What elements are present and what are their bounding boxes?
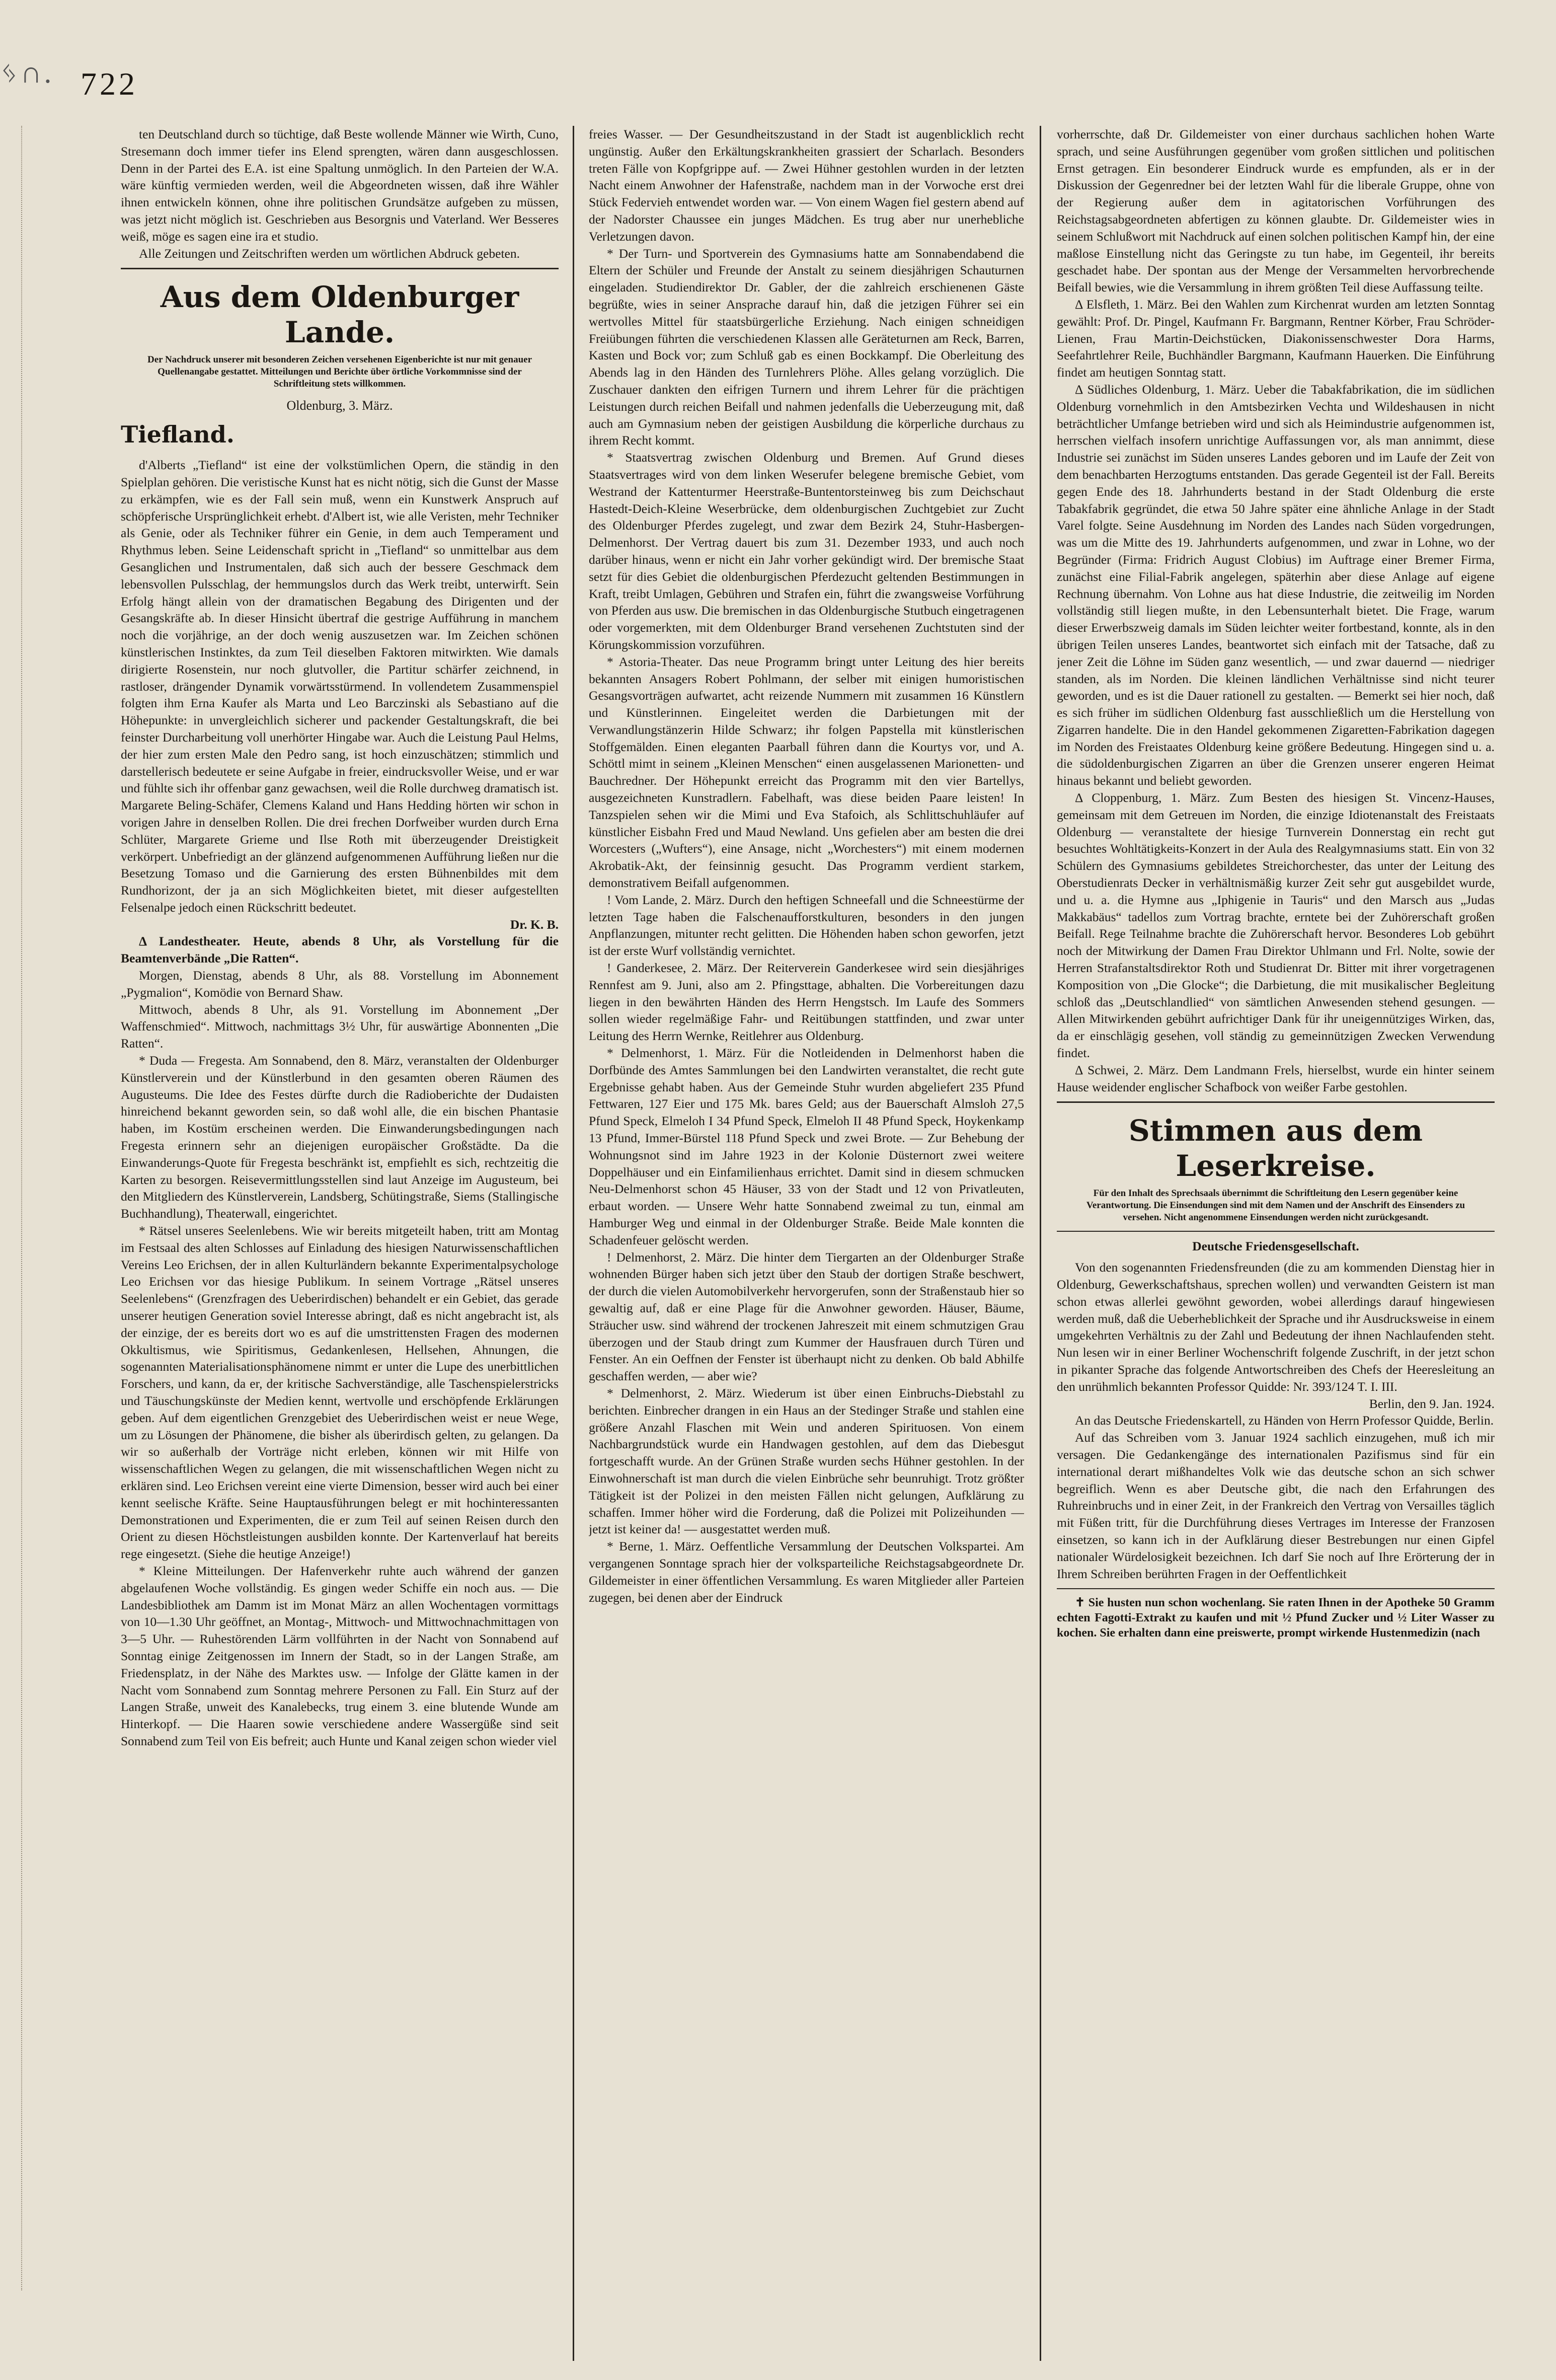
column-rule-2 [1040, 126, 1041, 2361]
section-subtitle-leserkreise: Für den Inhalt des Sprechsaals übernimmt die Schriftleitung den Lesern gegenüber keine Verantwortung. Die Einsendungen sind mit dem Namen und der Anschrift des Einsenders zu versehen. Nicht angenommene Einsendungen werden nicht zurückgesandt. [1086, 1188, 1465, 1223]
dateline: Oldenburg, 3. März. [286, 398, 393, 413]
raetsel-notice: * Rätsel unseres Seelenlebens. Wie wir bereits mitgeteilt haben, tritt am Montag im Festsaal des alten Schlosses auf Einladung des hiesigen Naturwissenschaftlichen Vereins Leo Erichsen, der in allen Kulturländern bekannte Experimentalpsychologe Leo Erichsen vor das hiesige Publikum. In seinem Vortrage „Rätsel unseres Seelenlebens“ (Grenzfragen des Ueberirdischen) behandelt er ein Gebiet, das gerade unserer heutigen Generation soviel Interesse abringt, daß es nicht angebracht ist, als der einzige, der es bereits dort wo es auf die umstrittensten Fragen des modernen Okkultismus, wie Spiritismus, Gedankenlesen, Hellsehen, Ahnungen, die sogenannten Materialisationsphänomene nimmt er unter die Lupe des unerbittlichen Forschers, und kann, da er, der kritische Sachverständige, alle Taschenspielerstricks und Täuschungskünste der Medien kennt, wertvolle und erschöpfende Erklärungen geben. Auf dem eigentlichen Grenzgebiet des Ueberirdischen weist er neue Wege, um zu Lösungen der Phänomene, die bisher als überirdisch gelten, zu gelangen. Da wir so außerhalb der Vorträge nicht erleben, können wir mit Hilfe von wissenschaftlichen Wegen zu gelangen, die mit wissenschaftlichen Wegen nicht zu erklären sind. Leo Erichsen vereint eine vierte Dimension, besser wird auch bei einer kennt seelische Kräfte. Seine Hauptausführungen belegt er mit hochinteressanten Demonstrationen und Experimenten, die er zum Teil auf seinen Reisen durch den Orient zu diesen Höchstleistungen ausbilden konnte. Der Kartenverlauf hat bereits rege eingesetzt. (Siehe die heutige Anzeige!) [121, 1223, 559, 1561]
edge-fragment: ᛃ∩. [0, 56, 54, 89]
review-signature: Dr. K. B. [510, 917, 559, 932]
divider [1057, 1231, 1495, 1232]
elsfleth-notice: Δ Elsfleth, 1. März. Bei den Wahlen zum Kirchenrat wurden am letzten Sonntag gewählt: Prof. Dr. Pingel, Kaufmann Fr. Bargmann, Rentner Körber, Frau Schröder-Lienen, Frau Martin-Deichstücken, Diakonissenschwester Dora Harms, Seefahrtlehrer Reile, Buchhändler Bargmann, Kaufmann Hauerken. Die Einführung findet am heutigen Sonntag statt. [1057, 296, 1495, 380]
section-heading-leserkreise: Stimmen aus dem Leserkreise. [1128, 1113, 1423, 1183]
article-title: Tiefland. [121, 421, 235, 449]
duda-notice: * Duda — Fregesta. Am Sonnabend, den 8. März, veranstalten der Oldenburger Künstlerverein und der Künstlerbund in den gesamten oberen Räumen des Augusteums. Die Idee des Festes dürfte durch die Radioberichte der Dudaisten hinreichend bekannt geworden sein, so daß wohl alle, die ein bischen Phantasie haben, im Kostüm erscheinen werden. Die Einwanderungsbedingungen nach Fregesta erinnern sehr an diejenigen europäischer Großstädte. Da die Einwanderungs-Quote für Fregesta beschränkt ist, empfiehlt es sich, rechtzeitig die Karten zu besorgen. Reisevermittlungsstellen sind laut Anzeige im Augusteum, bei den Mitgliedern des Künstlerverein, Landsberg, Schütingstraße, Siems (Stallingische Buchhandlung), Theaterwall, eingerichtet. [121, 1053, 559, 1221]
turnverein-notice: * Der Turn- und Sportverein des Gymnasiums hatte am Sonnabendabend die Eltern der Schüler und Freunde der Anstalt zu seinem diesjährigen Schauturnen eingeladen. Studiendirektor Dr. Gabler, der die zahlreich erschienenen Gäste begrüßte, wies in seiner Ansprache darauf hin, daß die jetzigen Führer sei ein wertvolles Mittel für staatsbürgerliche Erziehung. Nach einigen schneidigen Freiübungen führten die verschiedenen Klassen alle Geräteturnen am Reck, Barren, Kasten und Bock vor; zum Schluß gab es einen Bockkampf. Die Oberleitung des Abends lag in den Händen des Turnlehrers Plöhe. Alles gelang vorzüglich. Die Zuschauer dankten den eifrigen Turnern und ihrem Lehrer für die prächtigen Leistungen durch reichen Beifall und nahmen jedenfalls die Ueberzeugung mit, daß auch am Gymnasium neben der geistigen Ausbildung die körperliche durchaus zu ihrem Recht kommt. [589, 246, 1024, 448]
staatsvertrag-notice: * Staatsvertrag zwischen Oldenburg und Bremen. Auf Grund dieses Staatsvertrages wird von dem linken Weserufer belegene bremische Gebiet, vom Westrand der Kattenturmer Heerstraße-Buntentorsteinweg bis zum Deichschaut Hastedt-Deich-Kleine Weserbrücke, dem oldenburgischen Zuchtgebiet zur Zucht des Oldenburger Pferdes zugelegt, und zwar dem Bezirk 24, Stuhr-Hasbergen-Delmenhorst. Der Vertrag dauert bis zum 31. Dezember 1933, und auch noch darüber hinaus, wenn er nicht ein Jahr vorher gekündigt wird. Der bremische Staat setzt für dies Gebiet die oldenburgischen Pferdezucht geltenden Bestimmungen in Kraft, treibt Umlagen, Gebühren und Strafen ein, führt die zwangsweise Vorführung von Pferden aus usw. Die bremischen in das Oldenburgische Stutbuch eingetragenen oder vorgemerkten, mit dem Oldenburger Brand versehenen Zuchtstuten sind der Körungskommission vorzuführen. [589, 450, 1024, 652]
section-subtitle: Der Nachdruck unserer mit besonderen Zeichen versehenen Eigenberichte ist nur mit genauer Quellenangabe gestattet. Mitteilungen und Berichte über örtliche Vorkommnisse sind der Schriftleitung stets willkommen. [147, 354, 532, 390]
divider [1057, 1101, 1495, 1103]
delmenhorst-notice-1: * Delmenhorst, 1. März. Für die Notleidenden in Delmenhorst haben die Dorfbünde des Amtes Sammlungen bei den Landwirten veranstaltet, die recht gute Ergebnisse gehabt haben. Aus der Gemeinde Stuhr wurden abgeliefert 235 Pfund Fettwaren, 127 Eier und 175 Mk. bares Geld; aus der Bauerschaft Almsloh 27,5 Pfund Speck, Elmeloh I 34 Pfund Speck, Elmeloh II 48 Pfund Speck, Hoykenkamp 13 Pfund, Immer-Bürstel 118 Pfund Speck und zwei Brote. — Zur Behebung der Wohnungsnot sind im Jahre 1923 in der Kolonie Düsternort zwei weitere Doppelhäuser und ein Einfamilienhaus errichtet. Damit sind in diesem schmucken Neu-Delmenhorst schon 45 Häuser, 33 von der Stadt und 12 von Privatleuten, erbaut worden. — Unsere Wehr hatte Sonnabend zweimal zu tun, einmal am Hamburger Weg und einmal in der Oldenburger Straße. Beide Male konnten die Schadenfeuer gelöscht werden. [589, 1046, 1024, 1247]
advert-footer: ✝ Sie husten nun schon wochenlang. Sie raten Ihnen in der Apotheke 50 Gramm echten Fagotti-Extrakt zu kaufen und mit ½ Pfund Zucker und ½ Liter Wasser zu kochen. Sie erhalten dann eine preiswerte, prompt wirkende Hustenmedizin (nach [1057, 1596, 1495, 1640]
astoria-notice: * Astoria-Theater. Das neue Programm bringt unter Leitung des hier bereits bekannten Ansagers Robert Pohlmann, der selber mit einigen humoristischen Gesangsvorträgen aufwartet, acht reizende Nummern mit zusammen 16 Künstlern und Künstlerinnen. Eingeleitet werden die Darbietungen mit der Verwandlungstänzerin Hilde Schwarz; ihr folgen Papstella mit künstlerischen Stoffgemälden. Einen eleganten Paarball führen dann die Kourtys vor, und A. Schöttl mimt in seinem „Kleinen Menschen“ einen ausgelassenen Marionetten- und Bauchredner. Der Höhepunkt erreicht das Programm mit den vier Bartellys, ausgezeichneten Kunstradlern. Fabelhaft, was diese beiden Paare leisten! In Tanzspielen sehen wir die Mimi und Eva Stafoich, als Schlittschuhläufer auf künstlicher Eisbahn Fred und Maud Newland. Uns gefielen aber am besten die drei Worcesters („Wufters“), eine Ansage, nicht „Worchesters“) mit einem modernen Akrobatik-Akt, der feinsinnig gesucht. Das Programm verdient starkem, demonstrativem Beifall aufgenommen. [589, 654, 1024, 890]
ganderkesee-notice: ! Ganderkesee, 2. März. Der Reiterverein Ganderkesee wird sein diesjähriges Rennfest am 9. Juni, also am 2. Pfingsttage, abhalten. Die Vorbereitungen dazu liegen in den bewährten Händen des Herrn Hengstsch. Im Laufe des Sommers sollen wieder regelmäßige Fahr- und Reitübungen stattfinden, und zwar unter Leitung des Herrn Wernke, Reitlehrer aus Oldenburg. [589, 960, 1024, 1044]
theater-notice-2: Morgen, Dienstag, abends 8 Uhr, als 88. Vorstellung im Abonnement „Pygmalion“, Komödie von Bernard Shaw. [121, 968, 559, 1000]
berne-notice: * Berne, 1. März. Oeffentliche Versammlung der Deutschen Volkspartei. Am vergangenen Sonntage sprach hier der volksparteiliche Reichstagsabgeordnete Dr. Gildemeister in einer öffentlichen Versammlung. Es waren Mitglieder aller Parteien zugegen, bei denen aber der Eindruck [589, 1539, 1024, 1605]
letter-date: Berlin, den 9. Jan. 1924. [1369, 1396, 1495, 1411]
page-edge [3, 126, 22, 2290]
suedliches-notice: Δ Südliches Oldenburg, 1. März. Ueber die Tabakfabrikation, die im südlichen Oldenburg vornehmlich in den Amtsbezirken Vechta und Wildeshausen in nicht beträchtlicher Umfange betrieben wird und sich als Heimindustrie aufgenommen ist, herrschen vielfach insofern unrichtige Auffassungen vor, als man annimmt, diese Industrie sei zunächst im Süden unseres Landes geboren und im Laufe der Zeit von dem benachbarten Herzogtums entstanden. Das gerade Gegenteil ist der Fall. Bereits gegen Ende des 18. Jahrhunderts bestand in der Stadt Oldenburg die erste Tabakfabrik gegründet, die etwa 50 Jahre später eine ähnliche Anlage in der Stadt Varel folgte. Seine Ausdehnung im Norden des Landes nach Süden vorgedrungen, was um die Mitte des 19. Jahrhunderts aufgenommen, und zwar in Lohne, wo der Begründer (Firma: Fridrich August Clobius) im Auftrage einer Bremer Firma, zunächst eine Filial-Fabrik angelegen, späterhin aber diese Anlage auf eigene Rechnung übernahm. Von Lohne aus hat diese Industrie, die zeitweilig im Norden vollständig still liegen mußte, in den Lebensunterhalt bietet. Die Frage, warum dieser Erwerbszweig damals im Süden leichter weiter fortbestand, konnte, als in den übrigen Teilen unseres Landes, beantwortet sich einfach mit der Tatsache, daß zu jener Zeit die Löhne im Süden ganz wesentlich, — und zwar dauernd — niedriger standen, als im Norden. Die kleinen ländlichen Verhältnisse sind nicht teurer geworden, und es ist die Dauer rationell zu gestalten. — Bemerkt sei hier noch, daß es sich früher im südlichen Oldenburg fast ausschließlich um die Herstellung von Zigarren handelte. Die in den Handel gekommenen Zigaretten-Fabrikation dagegen im Norden des Freistaates Oldenburg keine größere Bedeutung. Hingegen sind u. a. die südoldenburgischen Zigarren an über die Grenzen unserer engeren Heimat hinaus bekannt und beliebt geworden. [1057, 382, 1495, 788]
vom-lande-notice: ! Vom Lande, 2. März. Durch den heftigen Schneefall und die Schneestürme der letzten Tage haben die Falschenaufforstkulturen, besonders in den jungen Anpflanzungen, mitunter recht gelitten. Die Höhenden haben schon geworfen, jetzt ist der erste Wurf vollständig vernichtet. [589, 892, 1024, 958]
review-text: d'Alberts „Tiefland“ ist eine der volkstümlichen Opern, die ständig in den Spielplan gehören. Die veristische Kunst hat es nicht nötig, sich die Gunst der Masse zu erkämpfen, wie es der Fall sein muß, wenn ein Kunstwerk Anspruch auf schöpferische Ursprünglichkeit erhebt. d'Albert ist, wie alle Veristen, mehr Techniker als Genie, oder als Techniker führer ein Genie, in dem auch Temperament und Rhythmus leben. Seine Leidenschaft spricht in „Tiefland“ so unmittelbar aus dem Gesanglichen und Instrumentalen, daß sich auch der bessere Geschmack dem lebensvollen Pulsschlag, der hemmungslos durch das Werk treibt, unterwirft. Sein Erfolg hängt allein von der dramatischen Begabung des Dirigenten und der Gesangskräfte ab. In dieser Hinsicht übertraf die gestrige Aufführung in manchem noch die vorjährige, an der doch wenig auszusetzen war. Im Zeichen schönen künstlerischen Instinktes, da zum Teil dieselben Faktoren mitwirkten. Wie damals dirigierte Rosenstein, nur noch glutvoller, die Partitur schärfer zeichnend, in rastloser, drängender Dynamik vorwärtsstürmend. In vollendetem Zusammenspiel folgten ihm Erna Kaufer als Marta und Leo Barczinski als Sebastiano auf die Höhepunkte: in unvergleichlich sicherer und packender Gestaltungskraft, die bei feinster Durcharbeitung voll unerhörter Hingabe war. Auch die Leistung Paul Helms, der hier zum ersten Male den Pedro sang, ist hoch einzuschätzen; stimmlich und darstellerisch bedeutete er seine Aufgabe in freier, eindrucksvoller Weise, und er war und fühlte sich ihr offenbar ganz gewachsen, weil die Rolle durchweg dramatisch ist. Margarete Beling-Schäfer, Clemens Kaland und Hans Hedding hörten wir schon in vorigen Jahre in denselben Rollen. Die drei frechen Dorfweiber wurden durch Erna Schlüter, Margarete Grieme und Ilse Roth mit überzeugender Dreistigkeit verkörpert. Unbefriedigt an der glänzend aufgenommenen Aufführung ließen nur die Besetzung Tomaso und die Garnierung des ersten Bühnenbildes mit dem Rundhorizont, der ja an sich Möglichkeiten bietet, mit dieser aufgestellten Felsenalpe jedoch einen Rückschritt bedeutet. [121, 458, 559, 915]
theater-notice-3: Mittwoch, abends 8 Uhr, als 91. Vorstellung im Abonnement „Der Waffenschmied“. Mittwoch, nachmittags 3½ Uhr, für auswärtige Abonnenten „Die Ratten“. [121, 1002, 559, 1051]
page-number: 722 [81, 66, 138, 102]
friedens-text: Von den sogenannten Friedensfreunden (die zu am kommenden Dienstag hier in Oldenburg, Gewerkschaftshaus, sprechen wollen) und verwandten Geistern ist man schon etwas allerlei gewöhnt geworden, wobei allerdings darauf hingewiesen werden muß, daß die Ueberheblichkeit der Sprache und ihr Ausdrucksweise in einem umgekehrten Verhältnis zu der Zahl und Bedeutung der ihnen Nachlaufenden steht. Nun lesen wir in einer Berliner Wochenschrift folgende Zuschrift, in der jetzt schon in pikanter Sprache das folgende Antwortschreiben des Chefs der Heeresleitung an den unrühmlich bekannten Professor Quidde: Nr. 393/124 T. I. III. [1057, 1260, 1495, 1394]
schwei-notice: Δ Schwei, 2. März. Dem Landmann Frels, hierselbst, wurde ein hinter seinem Hause weidender englischer Schafbock von weißer Farbe gestohlen. [1057, 1062, 1495, 1094]
theater-notice: Δ Landestheater. Heute, abends 8 Uhr, als Vorstellung für die Beamtenverbände „Die Ratten“. [121, 934, 559, 966]
kleine-mitteilungen: * Kleine Mitteilungen. Der Hafenverkehr ruhte auch während der ganzen abgelaufenen Woche vollständig. Es gingen weder Schiffe ein noch aus. — Die Landesbibliothek am Damm ist im Monat März an allen Wochentagen vormittags von 10—1.30 Uhr geöffnet, an Montag-, Mittwoch- und Mittwochnachmittagen von 3—5 Uhr. — Ruhestörenden Lärm vollführten in der Nacht von Sonnabend auf Sonntag einige Zeitgenossen im Innern der Stadt, so in der Langen Straße, am Friedensplatz, in der Nähe des Marktes usw. — Infolge der Glätte kamen in der Nacht vom Sonnabend zum Sonntag mehrere Personen zu Fall. Ein Sturz auf der Langen Straße, unweit des Kanalebecks, trug einem 3. eine blutende Wunde am Hinterkopf. — Die Haaren sowie verschiedene andere Wassergüße sind seit Sonnabend zum Teil von Eis befreit; auch Hunte und Kanal zeigen schon wieder viel [121, 1563, 559, 1748]
column-2 [589, 126, 1024, 2361]
divider [121, 268, 559, 269]
delmenhorst-notice-2: ! Delmenhorst, 2. März. Die hinter dem Tiergarten an der Oldenburger Straße wohnenden Bürger haben sich jetzt über den Staub der dortigen Straße beschwert, der durch die vielen Automobilverkehr hervorgerufen, sonn der Straßenstaub hier so gewaltig auf, daß er eine Plage für die Anwohner geworden. Häuser, Bäume, Sträucher usw. sind während der trockenen Jahreszeit mit einem schmutzigen Grau überzogen und der Staub dringt zum Kummer der Hausfrauen durch Türen und Fenster. An ein Oeffnen der Fenster ist überhaupt nicht zu denken. Ob bald Abhilfe geschaffen werden, — aber wie? [589, 1249, 1024, 1384]
section-heading: Aus dem Oldenburger Lande. [160, 280, 519, 350]
cloppenburg-notice: Δ Cloppenburg, 1. März. Zum Besten des hiesigen St. Vincenz-Hauses, gemeinsam mit dem Getreuen im Norden, die einzige Idiotenanstalt des Freistaats Oldenburg — veranstaltete der hiesige Turnverein Donnerstag ein recht gut besuchtes Wohltätigkeits-Konzert in der Aula des Realgymnasiums statt. Ein von 32 Schülern des Gymnasiums gebildetes Streichorchester, das unter der Leitung des Oberstudienrats Decker in verhältnismäßig kurzer Zeit sehr gut ausgebildet wurde, und u. a. die Hymne aus „Iphigenie in Tauris“ und den Marsch aus „Judas Makkabäus“ tadellos zum Vortrag brachte, erntete bei der Zuhörerschaft großen Beifall. Rege Teilnahme brachte die Zuhörerschaft hervor. Besonderes Lob gebührt noch der Mitwirkung der Damen Frau Direktor Uhlmann und Frl. Nolte, sowie der Herren Strafanstaltsdirektor Roth und Studienrat Dr. Bitter mit ihrer vorgetragenen Komposition von „Die Glocke“; die Darbietung, die mit musikalischer Begleitung schloß das „Deutschlandlied“ von sämtlichen Anwesenden stehend gesungen. — Allen Mitwirkenden gebührt aufrichtiger Dank für ihr uneigennütziges Wirken, das, da er einschlägig gesehen, voll ständig zu gemeinnützigen Zwecken Verwendung findet. [1057, 790, 1495, 1061]
article-continuation: ten Deutschland durch so tüchtige, daß Beste wollende Männer wie Wirth, Cuno, Stresemann doch immer tiefer ins Elend sprengten, wären dann ausgeschlossen. Denn in der Partei des E.A. ist eine Spaltung unmöglich. In den Parteien der W.A. wäre künftig vermieden werden, weil die Abgeordneten wissen, daß ihre Wähler ihnen entwickeln können, ohne ihre politischen Grundsätze aufgeben zu müssen, was jetzt nicht möglich ist. Geschrieben aus Besorgnis und Vaterland. Wer Besseres weiß, möge es sagen eine ira et studio. [121, 127, 559, 244]
friedens-heading: Deutsche Friedensgesellschaft. [1192, 1239, 1359, 1254]
divider [1057, 1588, 1495, 1589]
column-1 [121, 126, 559, 2361]
letter-text: Auf das Schreiben vom 3. Januar 1924 sachlich einzugehen, muß ich mir versagen. Die Gedankengänge des internationalen Pazifismus sind für ein international derart mißhandeltes Volk wie das deutsche schon an sich schwer begreiflich. Wenn es aber Deutsche gibt, die nach den Erfahrungen des Ruhreinbruchs und in einer Zeit, in der Frankreich den Vertrag von Versailles täglich mit Füßen tritt, für die Durchführung dieses Vertrages im Interesse der Franzosen einsetzen, so kann ich in der Aufklärung dieser Bestrebungen nur einen Gipfel nationaler Würdelosigkeit bezeichnen. Ich darf Sie noch auf Ihre Erörterung der in Ihrem Schreiben berührten Fragen in der Oeffentlichkeit [1057, 1430, 1495, 1581]
article-continuation: vorherrschte, daß Dr. Gildemeister von einer durchaus sachlichen hohen Warte sprach, und seine Ausführungen gegenüber vom großen sittlichen und politischen Ernst getragen. Ein besonderer Eindruck wurde es empfunden, als er in der Diskussion der Gegenredner bei der letzten Wahl für die liberale Gruppe, ohne von der Regierung außer dem in agitatorischen Vorführungen des Reichstagsabgeordneten abfertigen zu können glaubte. Dr. Gildemeister wies in seinem Schlußwort mit Nachdruck auf einen solchen politischen Kampf hin, der eine maßlose Einstellung nicht das Geringste zu tun habe, im Gegenteil, ihr bereits geschadet habe. Der spontan aus der Menge der Versammelten hervorbrechende Beifall bewies, wie die Versammlung in ihrem größten Teil diese Auffassung teilte. [1057, 127, 1495, 295]
letter-address: An das Deutsche Friedenskartell, zu Händen von Herrn Professor Quidde, Berlin. [1075, 1413, 1494, 1428]
column-3 [1057, 126, 1495, 2361]
column-rule-1 [573, 126, 574, 2361]
article-continuation: freies Wasser. — Der Gesundheitszustand in der Stadt ist augenblicklich recht ungünstig. Außer den Erkältungskrankheiten grassiert der Scharlach. Besonders treten Fälle von Kopfgrippe auf. — Zwei Hühner gestohlen wurden in der letzten Nacht einem Anwohner der Hafenstraße, nachdem man in der Vorwoche erst drei Stück Federvieh entwendet worden war. — Von einem Wagen fiel gestern abend auf der Nadorster Chaussee ein junges Mädchen. Es trug aber nur unerhebliche Verletzungen davon. [589, 127, 1024, 244]
delmenhorst-notice-3: * Delmenhorst, 2. März. Wiederum ist über einen Einbruchs-Diebstahl zu berichten. Einbrecher drangen in ein Haus an der Stedinger Straße und stahlen eine größere Anzahl Flaschen mit Wein und anderen Spirituosen. Von einem Nachbargrundstück wurde ein Handwagen gestohlen, auf dem das Diebesgut fortgeschafft wurde. An der Grünen Straße wurden sechs Hühner gestohlen. In der Einwohnerschaft ist man durch die vielen Einbrüche sehr beunruhigt. Trotz größter Tätigkeit ist der Polizei in den meisten Fällen nicht gelungen, Aufklärung zu schaffen. Immer höher wird die Forderung, daß die Polizei mit Polizeihunden — jetzt ist keiner da! — ausgestattet werden muß. [589, 1385, 1024, 1537]
article-note: Alle Zeitungen und Zeitschriften werden um wörtlichen Abdruck gebeten. [139, 246, 520, 261]
